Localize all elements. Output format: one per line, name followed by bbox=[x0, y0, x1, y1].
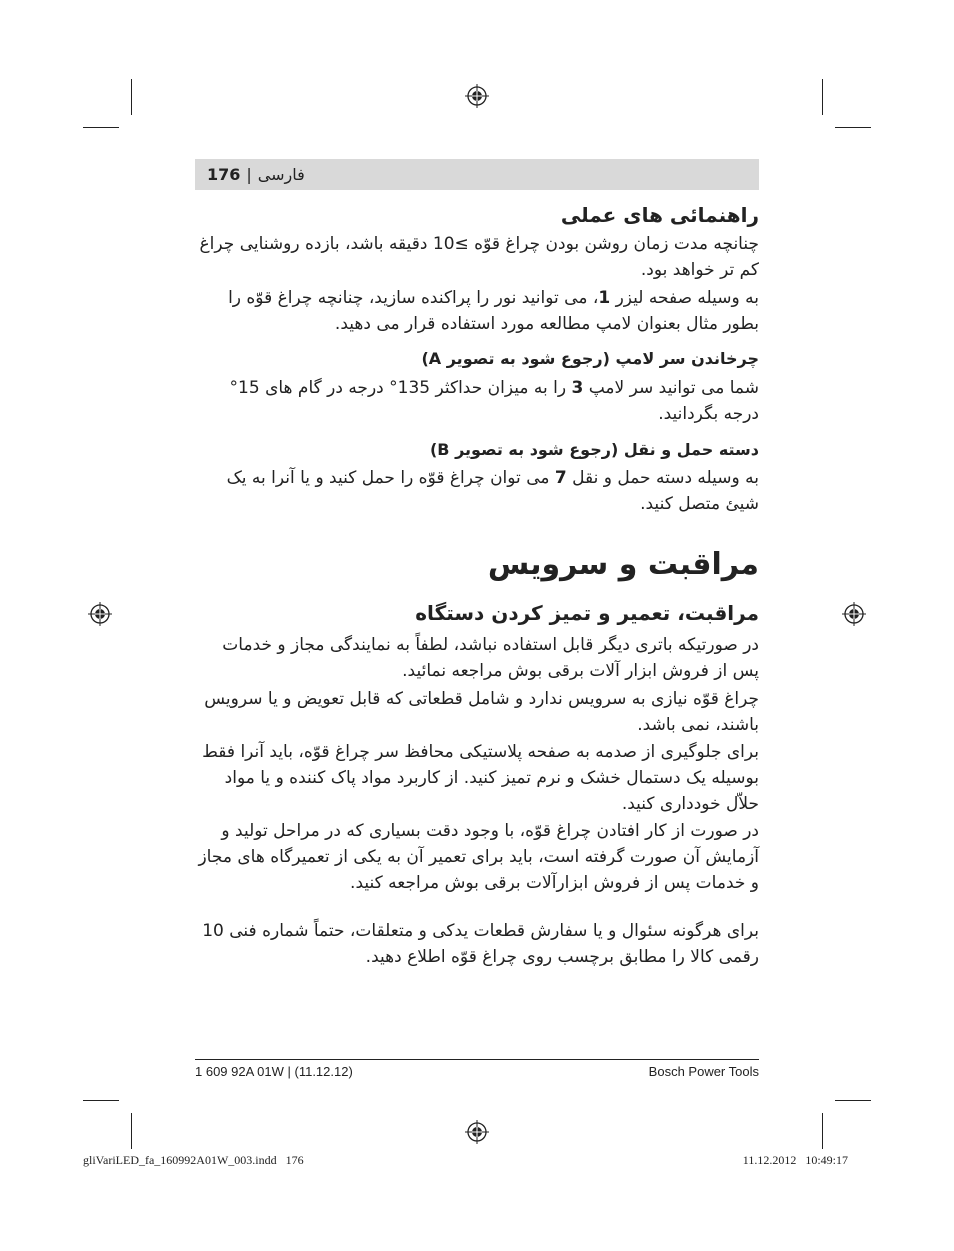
section-title-rotate-head: چرخاندن سر لامپ (رجوع شود به تصویر A) bbox=[421, 349, 759, 368]
crop-mark bbox=[131, 1113, 132, 1149]
registration-mark-icon bbox=[88, 602, 112, 626]
paragraph-text: شما می توانید سر لامپ bbox=[583, 378, 759, 398]
paragraph: چراغ قوّه نیازی به سرویس ندارد و شامل قطعاتی که قابل تعویض و یا سرویس باشند، نمی باشد. bbox=[204, 689, 759, 735]
registration-mark-icon bbox=[465, 84, 489, 108]
part-number: 1 bbox=[598, 288, 611, 308]
registration-mark-icon bbox=[465, 1120, 489, 1144]
paragraph: چنانچه مدت زمان روشن بودن چراغ قوّه ≥10 دقیقه باشد، بازده روشنایی چراغ کم تر خواهد بود. bbox=[199, 234, 759, 280]
crop-mark bbox=[835, 1100, 871, 1101]
crop-mark bbox=[822, 1113, 823, 1149]
crop-mark bbox=[83, 1100, 119, 1101]
crop-mark bbox=[131, 79, 132, 115]
paragraph bbox=[195, 465, 759, 517]
paragraph-text: ، می توانید نور را پراکنده سازید، چنانچه چراغ قوّه را بطور مثال بعنوان لامپ مطالعه مورد استفاده قرار می دهید. bbox=[228, 288, 759, 334]
date-slug: 11.12.2012 10:49:17 bbox=[742, 1153, 848, 1167]
crop-mark bbox=[83, 127, 119, 128]
section-subtitle-care: مراقبت، تعمیر و تمیز کردن دستگاه bbox=[415, 601, 759, 625]
section-title-practical-tips: راهنمائی های عملی bbox=[560, 203, 759, 227]
crop-mark bbox=[835, 127, 871, 128]
paragraph: در صورت از کار افتادن چراغ قوّه، با وجود دقت بسیاری که در مراحل تولید و آزمایش آن صورت گرفته است، باید برای تعمیر آن به یکی از تعمیرگاه های مجاز و خدمات پس از فروش ابزارآلات برقی بوش مراجعه کنید. bbox=[198, 821, 759, 893]
paragraph-text: به وسیله صفحه لیزر bbox=[610, 288, 759, 308]
part-number: 3 bbox=[571, 378, 584, 398]
part-number: 7 bbox=[554, 468, 567, 488]
paragraph bbox=[195, 285, 759, 337]
header-separator: | bbox=[246, 165, 252, 184]
paragraph: برای هرگونه سئوال و یا سفارش قطعات یدکی و متعلقات، حتماً شماره فنی 10 رقمی کالا را مطابق برچسب روی چراغ قوّه اطلاع دهید. bbox=[202, 921, 759, 967]
page-header bbox=[195, 159, 759, 190]
paragraph-text: را به میزان حداکثر 135° درجه در گام های 15° درجه بگردانید. bbox=[229, 378, 759, 424]
paragraph-text: می توان چراغ قوّه را حمل کنید و یا آنرا به یک شیئ متصل کنید. bbox=[226, 468, 759, 514]
section-title-care: مراقبت و سرویس bbox=[487, 547, 759, 582]
page-number: 176 bbox=[207, 165, 241, 184]
language-label: فارسی bbox=[257, 165, 305, 184]
section-title-handle: دسته حمل و نقل (رجوع شود به تصویر B) bbox=[429, 440, 759, 459]
file-slug: gliVariLED_fa_160992A01W_003.indd 176 bbox=[83, 1153, 304, 1167]
brand-name: Bosch Power Tools bbox=[648, 1064, 759, 1079]
footer-divider bbox=[195, 1059, 759, 1060]
doc-code: 1 609 92A 01W | (11.12.12) bbox=[195, 1064, 353, 1079]
registration-mark-icon bbox=[842, 602, 866, 626]
paragraph: در صورتیکه باتری دیگر قابل استفاده نباشد، لطفاً به نمایندگی مجاز و خدمات پس از فروش ابزار آلات برقی بوش مراجعه نمائید. bbox=[222, 635, 759, 681]
paragraph-text: به وسیله دسته حمل و نقل bbox=[566, 468, 759, 488]
paragraph bbox=[195, 375, 759, 427]
crop-mark bbox=[822, 79, 823, 115]
paragraph: برای جلوگیری از صدمه به صفحه پلاستیکی محافظ سر چراغ قوّه، باید آنرا فقط بوسیله یک دستمال خشک و نرم تمیز کنید. از کاربرد مواد پاک کننده و یا مواد حلاّل خودداری کنید. bbox=[202, 742, 759, 814]
